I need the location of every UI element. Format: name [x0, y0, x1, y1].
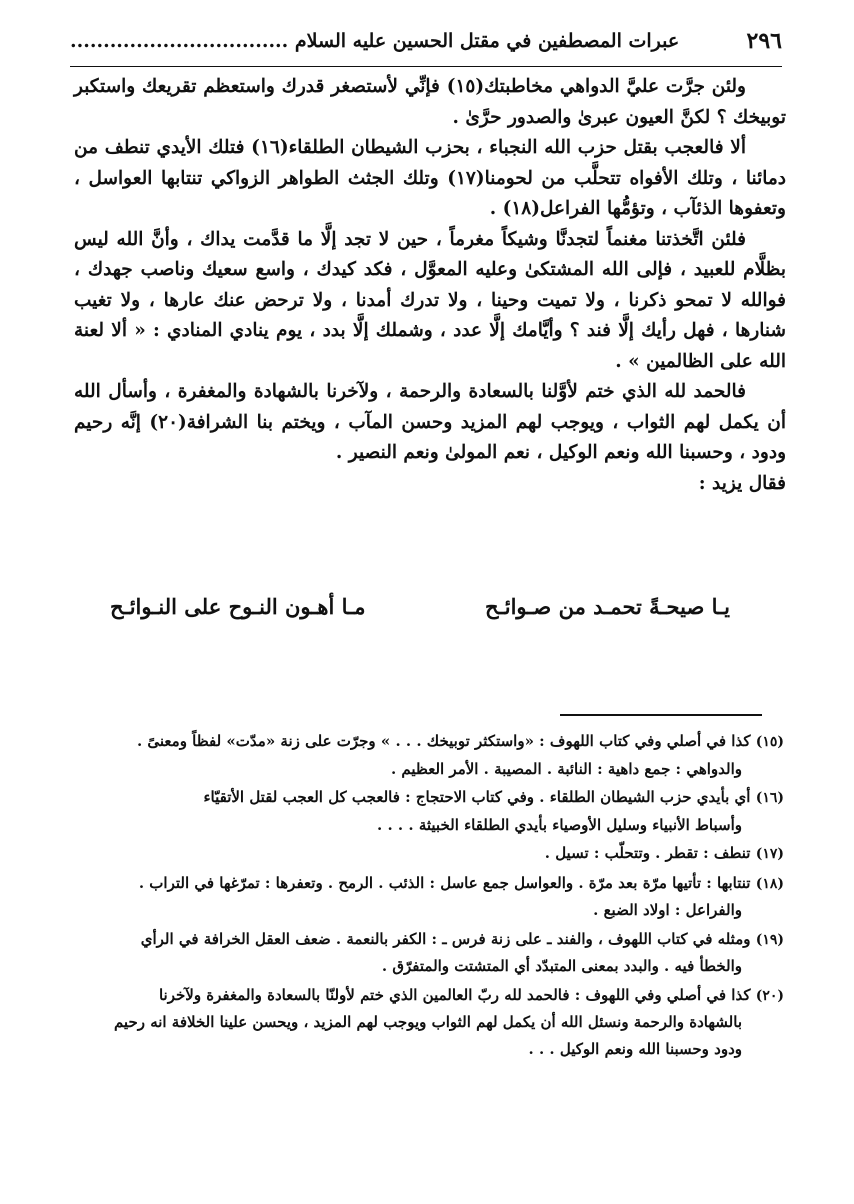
footnote-line: أي بأيدي حزب الشيطان الطلقاء . وفي كتاب الاحتجاج : فالعجب كل العجب لقتل الأتقيّاء — [203, 788, 751, 806]
footnote-separator — [560, 714, 762, 716]
footnote-label: (١٩) — [755, 931, 784, 948]
verse-intro: فقال يزيد : — [698, 472, 786, 494]
verse-second-hemistich: مـا أهـون النـوح على النـوائـح — [110, 594, 366, 619]
paragraph-1: ولئن جرَّت عليَّ الدواهي مخاطبتك(١٥) فإنِّي لأستصغر قدرك واستعظم تقريعك واستكبر توبيخك ؟ لكنَّ العيون عبرىٰ والصدور حرَّىٰ . — [74, 76, 786, 128]
footnote-17 — [82, 840, 784, 868]
footnote-line: بالشهادة والرحمة ونسئل الله أن يكمل لهم الثواب ويوجب لهم المزيد ، ويحسن علينا الخلافة انه رحيم — [113, 1013, 742, 1031]
footnote-line: وأسباط الأنبياء وسليل الأوصياء بأيدي الطلقاء الخبيثة . . . . — [377, 815, 742, 834]
footnote-16 — [82, 784, 784, 838]
footnote-19 — [82, 926, 784, 980]
footnote-label: (١٦) — [755, 790, 784, 806]
footnote-line: ومثله في كتاب اللهوف ، والفند ـ على زنة فرس ـ : الكفر بالنعمة . ضعف العقل الخرافة في الرأي — [140, 929, 751, 948]
footnote-line: كذا في أصلي وفي اللهوف : فالحمد لله ربّ العالمين الذي ختم لأولنّا بالسعادة والمغفرة ولآخرنا — [158, 985, 751, 1004]
verse-first-hemistich: يـا صيحـةً تحمـد من صـوائـح — [485, 594, 730, 619]
footnote-15 — [82, 728, 784, 782]
footnotes — [82, 728, 784, 1064]
paragraph-4: فالحمد لله الذي ختم لأوَّلنا بالسعادة والرحمة ، ولآخرنا بالشهادة والمغفرة ، وأسأل الله أن يكمل لهم الثواب ، ويوجب لهم المزيد وحسن المآب ، ويختم بنا الشرافة(٢٠) إنَّه رحيم ودود ، وحسبنا الله ونعم الوكيل ، نعم المولىٰ ونعم النصير . — [74, 381, 786, 463]
footnote-line: والفراعل : اولاد الضبع . — [593, 901, 742, 919]
page-number: ٢٩٦ — [746, 28, 782, 54]
poem-verse — [110, 594, 730, 619]
footnote-20 — [82, 982, 784, 1063]
footnote-label: (١٥) — [755, 734, 784, 750]
footnote-line: والخطأ فيه . والبدد بمعنى المتبدّد أي المتشتت والمتفرّق . — [381, 957, 742, 975]
paragraph-3: فلئن اتَّخذتنا مغنماً لتجدنَّا وشيكاً مغرماً ، حين لا تجد إلَّا ما قدَّمت يداك ، وأنَّ الله ليس بظلَّام للعبيد ، فإلى الله المشتكىٰ وعليه المعوَّل ، فكد كيدك ، واسع سعيك وناصب جهدك ، فوالله لا تمحو ذكرنا ، ولا تميت وحينا ، ولا تدرك أمدنا ، ولا ترحض عنك عارها ، ولا تغيب شنارها ، فهل رأيك إلَّا فند ؟ وأيَّامك إلَّا عدد ، وشملك إلَّا بدد ، يوم ينادي المنادي : « ألا لعنة الله على الظالمين » . — [74, 228, 786, 372]
paragraph-2: ألا فالعجب بقتل حزب الله النجباء ، بحزب الشيطان الطلقاء(١٦) فتلك الأيدي تنطف من دمائنا ، وتلك الأفواه تتحلَّب من لحومنا(١٧) وتلك الجثث الطواهر الزواكي تنتابها العواسل ، وتعفوها الذئآب ، وتؤمُّها الفراعل(١٨) . — [74, 137, 786, 219]
running-header — [70, 26, 782, 67]
footnote-label: (١٧) — [755, 846, 784, 862]
main-text — [74, 72, 786, 499]
footnote-line: تنطف : تقطر . وتتحلّب : تسيل . — [544, 844, 751, 862]
footnote-line: ودود وحسبنا الله ونعم الوكيل . . . — [528, 1039, 742, 1058]
footnote-line: والدواهي : جمع داهية : النائبة . المصيبة . الأمر العظيم . — [390, 759, 742, 778]
running-title: عبرات المصطفين في مقتل الحسين عليه السلام ................................. — [70, 30, 680, 52]
footnote-label: (١٨) — [755, 875, 784, 892]
footnote-line: كذا في أصلي وفي كتاب اللهوف : «واستكثر توبيخك . . . » وجرّت على زنة «مدّت» لفظاً ومعنىً . — [136, 732, 751, 750]
footnote-18 — [82, 870, 784, 924]
footnote-label: (٢٠) — [755, 987, 784, 1004]
footnote-line: تنتابها : تأتيها مرّة بعد مرّة . والعواسل جمع عاسل : الذئب . الرمح . وتعفرها : تمرّغها في التراب . — [138, 873, 751, 892]
